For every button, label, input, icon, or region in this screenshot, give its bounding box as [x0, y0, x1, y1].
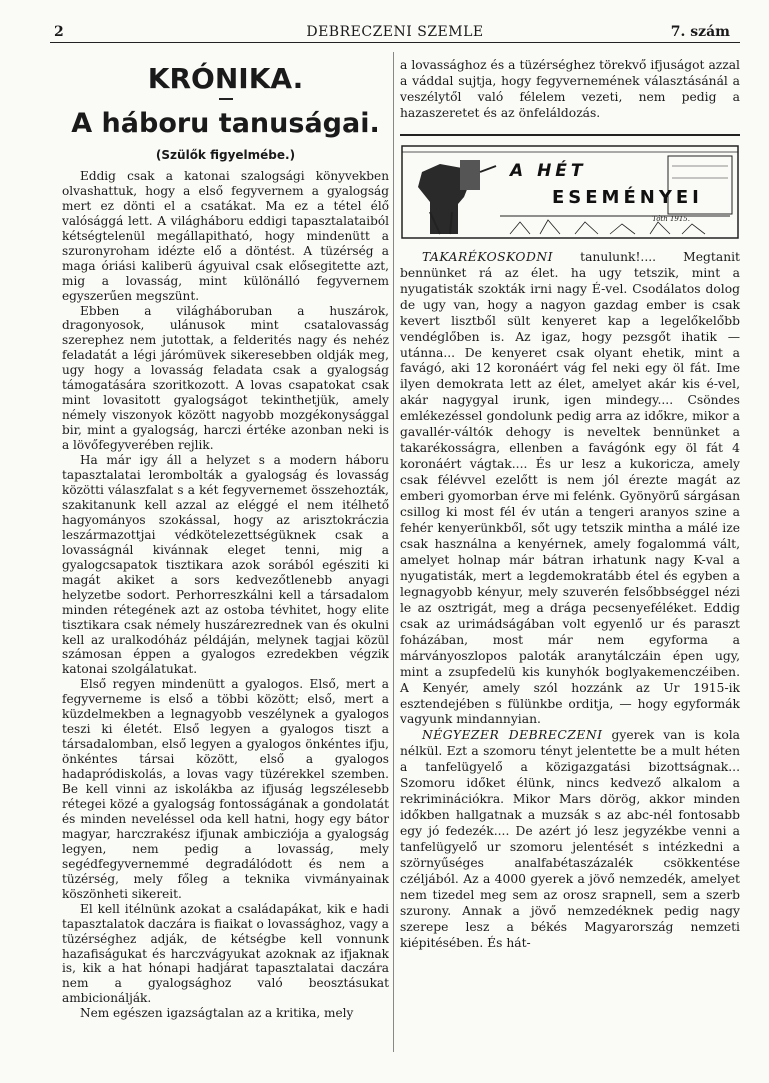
issue-number: 7. szám	[670, 24, 730, 40]
paragraph-text: gyerek van is kola nélkül. Ezt a szomoru tényt jelentette be a mult héten a tanfelügyelő a közigazgatási bizottságnak... Szomoru időket élünk, nincs kedvező alkalom a rekriminációkra. Mikor Mars dörög, akkor minden időkben hallgatnak a muzsák s az abc-nél fontosabb egy jó fedezék.... De azért jó lesz jegyzékbe venni a tanfelügyelő ur szomoru jelentését s intézkedni a szörnyűséges analfabétaszázalék csökkentése czéljából. Az a 4000 gyerek a jövő nemzedék, amelyet nem tizedel meg sem az orosz srapnell, sem a szerb szurony. Annak a jövő nemzedéknek pedig nagy szerepe lesz a békés Magyarország nemzeti kiépitésében. És hát-	[400, 728, 741, 950]
lead-phrase: TAKARÉKOSKODNI	[422, 249, 553, 264]
article-title: A háboru tanuságai.	[71, 108, 380, 139]
continuation-paragraph: a lovassághoz és a tüzérséghez törekvő ifjuságot azzal a váddal sujtja, hogy fegyvernemének választásánál a veszélytől való félelem vezeti, nem pedig a hazaszeretet és az önfeláldozás.	[400, 58, 740, 120]
article-subtitle: (Szülők figyelmébe.)	[155, 148, 296, 162]
paragraph-text: tanulunk!.... Megtanit bennünket rá az élet. ha ugy tetszik, mint a nyugatisták szokták irni nagy É-vel. Csodálatos dolog de ugy van, hogy a nagyon gazdag ember is csak kevert lisztből sült kenyeret kap a legelőkelőbb vendéglőben is. Az igaz, hogy pezsgőt ihatik — utánna... De kenyeret csak olyant ehetik, mint a favágó, aki 12 koronáért vág fel neki egy öl fát. Ime ilyen demokrata lett az élet, amelyet akár kis é-vel, akár nagygyal irunk, igen mindegy.... Csöndes emlékezéssel gondolunk pedig arra az időkre, mikor a gavallér-váltók dehogy is neveltek bennünket a takarékosságra, ellenben a favágónk egy öl fát 4 koronáért vágtak.... És ur lesz a kukoricza, amely csak félévvel ezelőtt is nem jól érezte magát az emberi gyomorban érve mi felénk. Gyönyörű sárgásan csillog ki most fél év után a tengeri aranyos szine a fehér kenyerünkből, sőt ugy tetszik mintha a málé ize csak használna a kenyérnek, amely fogalommá vált, amelyet holnap már bátran irhatunk nagy K-val a nyugatisták, mert a legdemokratább étel és egyben a legnagyobb kényur, mely szuverén felsőbbséggel nézi le az osztrigát, meg a drága pecsenyeféléket. Eddig csak az urimádságában volt egyenlő ur és paraszt foházában, most már nem egyforma a márványoszlopos paloták aranytálczáin épen ugy, mint a zsupfedelü kis kunyhók boglyakemenczéiben. A Kenyér, amely szól hozzánk az Ur 1915-ik esztendejében s fülünkbe orditja, — hogy egyformák vagyunk mindannyian.	[400, 249, 740, 727]
paragraph: El kell itélnünk azokat a családapákat, kik e hadi tapasztalatok daczára is fiaikat o lovassághoz, vagy a tüzérséghez adják, de kétségbe kell vonnunk hazafiságukat és harczvágyukat azoknak az ifjaknak is, kik a hat hónapi hadjárat tapasztalatai daczára nem a gyalogsághoz való beosztásukat ambicionálják.	[62, 901, 389, 1006]
section-heading: KRÓNIKA.	[147, 62, 304, 95]
paragraph: Ha már igy áll a helyzet s a modern háboru tapasztalatai lerombolták a gyalogság és lovasság közötti válaszfalat s a két fegyvernemet összehozták, szakitanunk kell azzal az eléggé el nem itélhető hagyományos szokással, hogy az arisztokráczia leszármazottjai védkötelezettségüknek csak a lovasságnál kivánnak eleget tenni, mig a gyalogcsapatok tisztikara azok sorából egésziti ki magát akiket a sors kedvezőtlenebb anyagi helyzetbe sodort. Perhorreszkálni kell a társadalom minden rétegének azt az ostoba tévhitet, hogy elite tisztikara csak némely huszárezrednek van és okulni kell az uralkodóház példáján, melynek tagjai közül számosan éppen a gyalogos ezredekben végzik katonai szolgálatukat.	[62, 453, 389, 677]
lead-phrase: NÉGYEZER DEBRECZENI	[422, 728, 603, 743]
journal-title: DEBRECZENI SZEMLE	[306, 24, 484, 40]
paragraph: Nem egészen igazságtalan az a kritika, mely	[80, 1006, 354, 1021]
paragraph: Eddig csak a katonai szalogsági könyvekben olvashattuk, hogy a első fegyvernem a gyalogság mert ez dönti el a csatákat. Ma ez a tétel élő valósággá lett. A világháboru eddigi tapasztalataiból kétségtelenül megállapitható, hogy mindenütt a szuronyroham idézte elő a döntést. A tüzérség a maga óriási kaliberü ágyuival csak elősegitette azt, mig a lovasság, mint különálló fegyvernem egyszerűen megszünt.	[62, 168, 389, 303]
banner-title-line1: A HÉT	[510, 160, 587, 181]
banner-signature: Tóth 1915.	[652, 214, 690, 223]
paragraph: Első regyen mindenütt a gyalogos. Első, mert a fegyverneme is első a többi között; első, mert a küzdelmekben a legnagyobb veszélynek a gyalogos teszi ki életét. Első legyen a gyalogos tiszt a társadalomban, első legyen a gyalogos önkéntes ifju, önkéntes társai között, első a gyalogos hadapródiskolás, a lovas vagy tüzérekkel szemben. Be kell vinni az iskolákba az ifjuság legszélesebb rétegei közé a gyalogság fontosságának a gondolatát és minden neveléssel oda kell hatni, hogy egy bátor magyar, harczrakész ifjunak ambicziója a gyalogság legyen, nem pedig a lovasság, mely segédfegyvernemmé degradálódott és nem a tüzérség, mely főleg a teknika vivmányainak köszönheti sikereit.	[62, 677, 389, 901]
paragraph	[400, 728, 740, 951]
banner-title-line2: ESEMÉNYEI	[552, 186, 703, 208]
title-dash	[219, 98, 233, 100]
page-header	[50, 24, 740, 43]
paragraph	[400, 250, 740, 729]
column-divider	[393, 52, 394, 1052]
right-column	[400, 58, 740, 952]
section-rule	[400, 134, 740, 136]
page-number: 2	[54, 24, 64, 40]
left-column	[62, 58, 389, 1021]
paragraph: Ebben a világháboruban a huszárok, dragonyosok, ulánusok mint csatalovasság szerephez nem jutottak, a felderités nagy és nehéz feladatát a légi járómüvek sikeresebben oldják meg, ugy hogy a lovasság feladata csak a gyalogság támogatására szoritkozott. A lovas csapatokat csak mint lovasitott gyalogságot tekinthetjük, amely némely viszonyok között nagyobb mozgékonysággal bir, mint a gyalogság, harczi értéke azonban neki is a lövőfegyverében rejlik.	[62, 303, 389, 453]
weekly-events-banner	[400, 142, 740, 242]
